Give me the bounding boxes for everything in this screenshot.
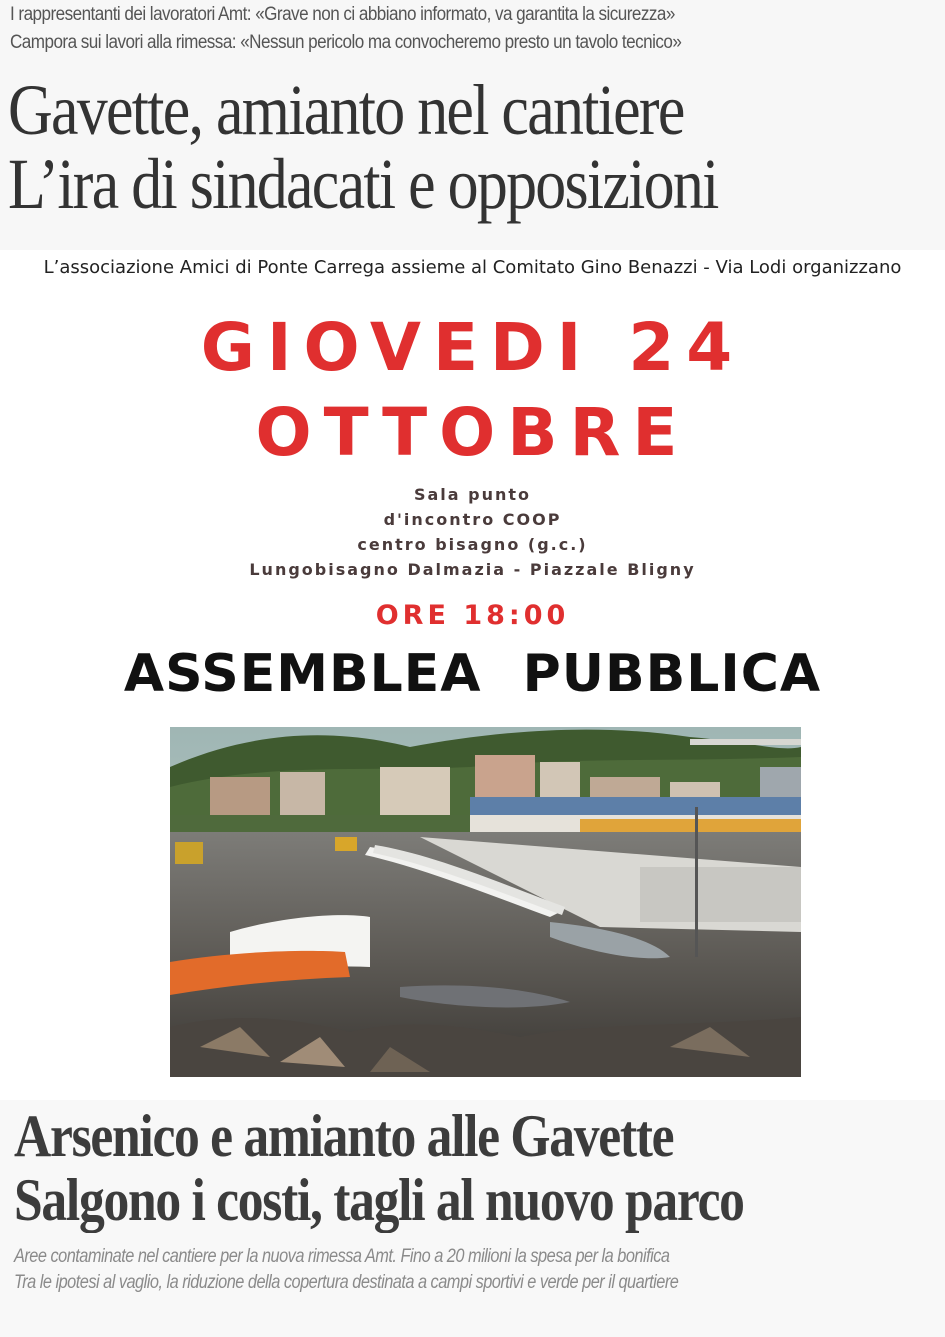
bottom-subheading-line-1: Aree contaminate nel cantiere per la nuova rimessa Amt. Fino a 20 milioni la spesa per la bonifica	[14, 1246, 670, 1267]
top-kicker-line-2: Campora sui lavori alla rimessa: «Nessun pericolo ma convocheremo presto un tavolo tecnico»	[10, 32, 682, 53]
venue-line-3: centro bisagno (g.c.)	[357, 535, 588, 554]
bottom-subheading-line-2: Tra le ipotesi al vaglio, la riduzione della copertura destinata a campi sportivi e verde per il quartiere	[14, 1272, 679, 1293]
venue-line-1: Sala punto	[413, 485, 532, 504]
event-venue	[0, 482, 945, 582]
event-date-line-1: GIOVEDI 24	[200, 309, 745, 386]
construction-site-photo	[170, 727, 801, 1077]
venue-line-2: d'incontro COOP	[383, 510, 562, 529]
top-headline-line-2: L’ira di sindacati e opposizioni	[8, 144, 718, 224]
bottom-headline-line-2: Salgono i costi, tagli al nuovo parco	[14, 1167, 744, 1233]
top-newspaper-clipping	[0, 0, 945, 250]
event-date-line-2: OTTOBRE	[255, 394, 690, 471]
venue-line-4: Lungobisagno Dalmazia - Piazzale Bligny	[249, 560, 696, 579]
top-headline-line-1: Gavette, amianto nel cantiere	[8, 70, 684, 150]
top-kicker-line-1: I rappresentanti dei lavoratori Amt: «Grave non ci abbiano informato, va garantita la sicurezza»	[10, 4, 675, 25]
bottom-headline-line-1: Arsenico e amianto alle Gavette	[14, 1103, 674, 1169]
event-poster	[0, 250, 945, 1100]
event-title: ASSEMBLEA PUBBLICA	[123, 644, 822, 704]
bottom-newspaper-clipping	[0, 1100, 945, 1337]
event-time: ORE 18:00	[375, 600, 570, 631]
organizers-text: L’associazione Amici di Ponte Carrega assieme al Comitato Gino Benazzi - Via Lodi organizzano	[43, 257, 902, 278]
